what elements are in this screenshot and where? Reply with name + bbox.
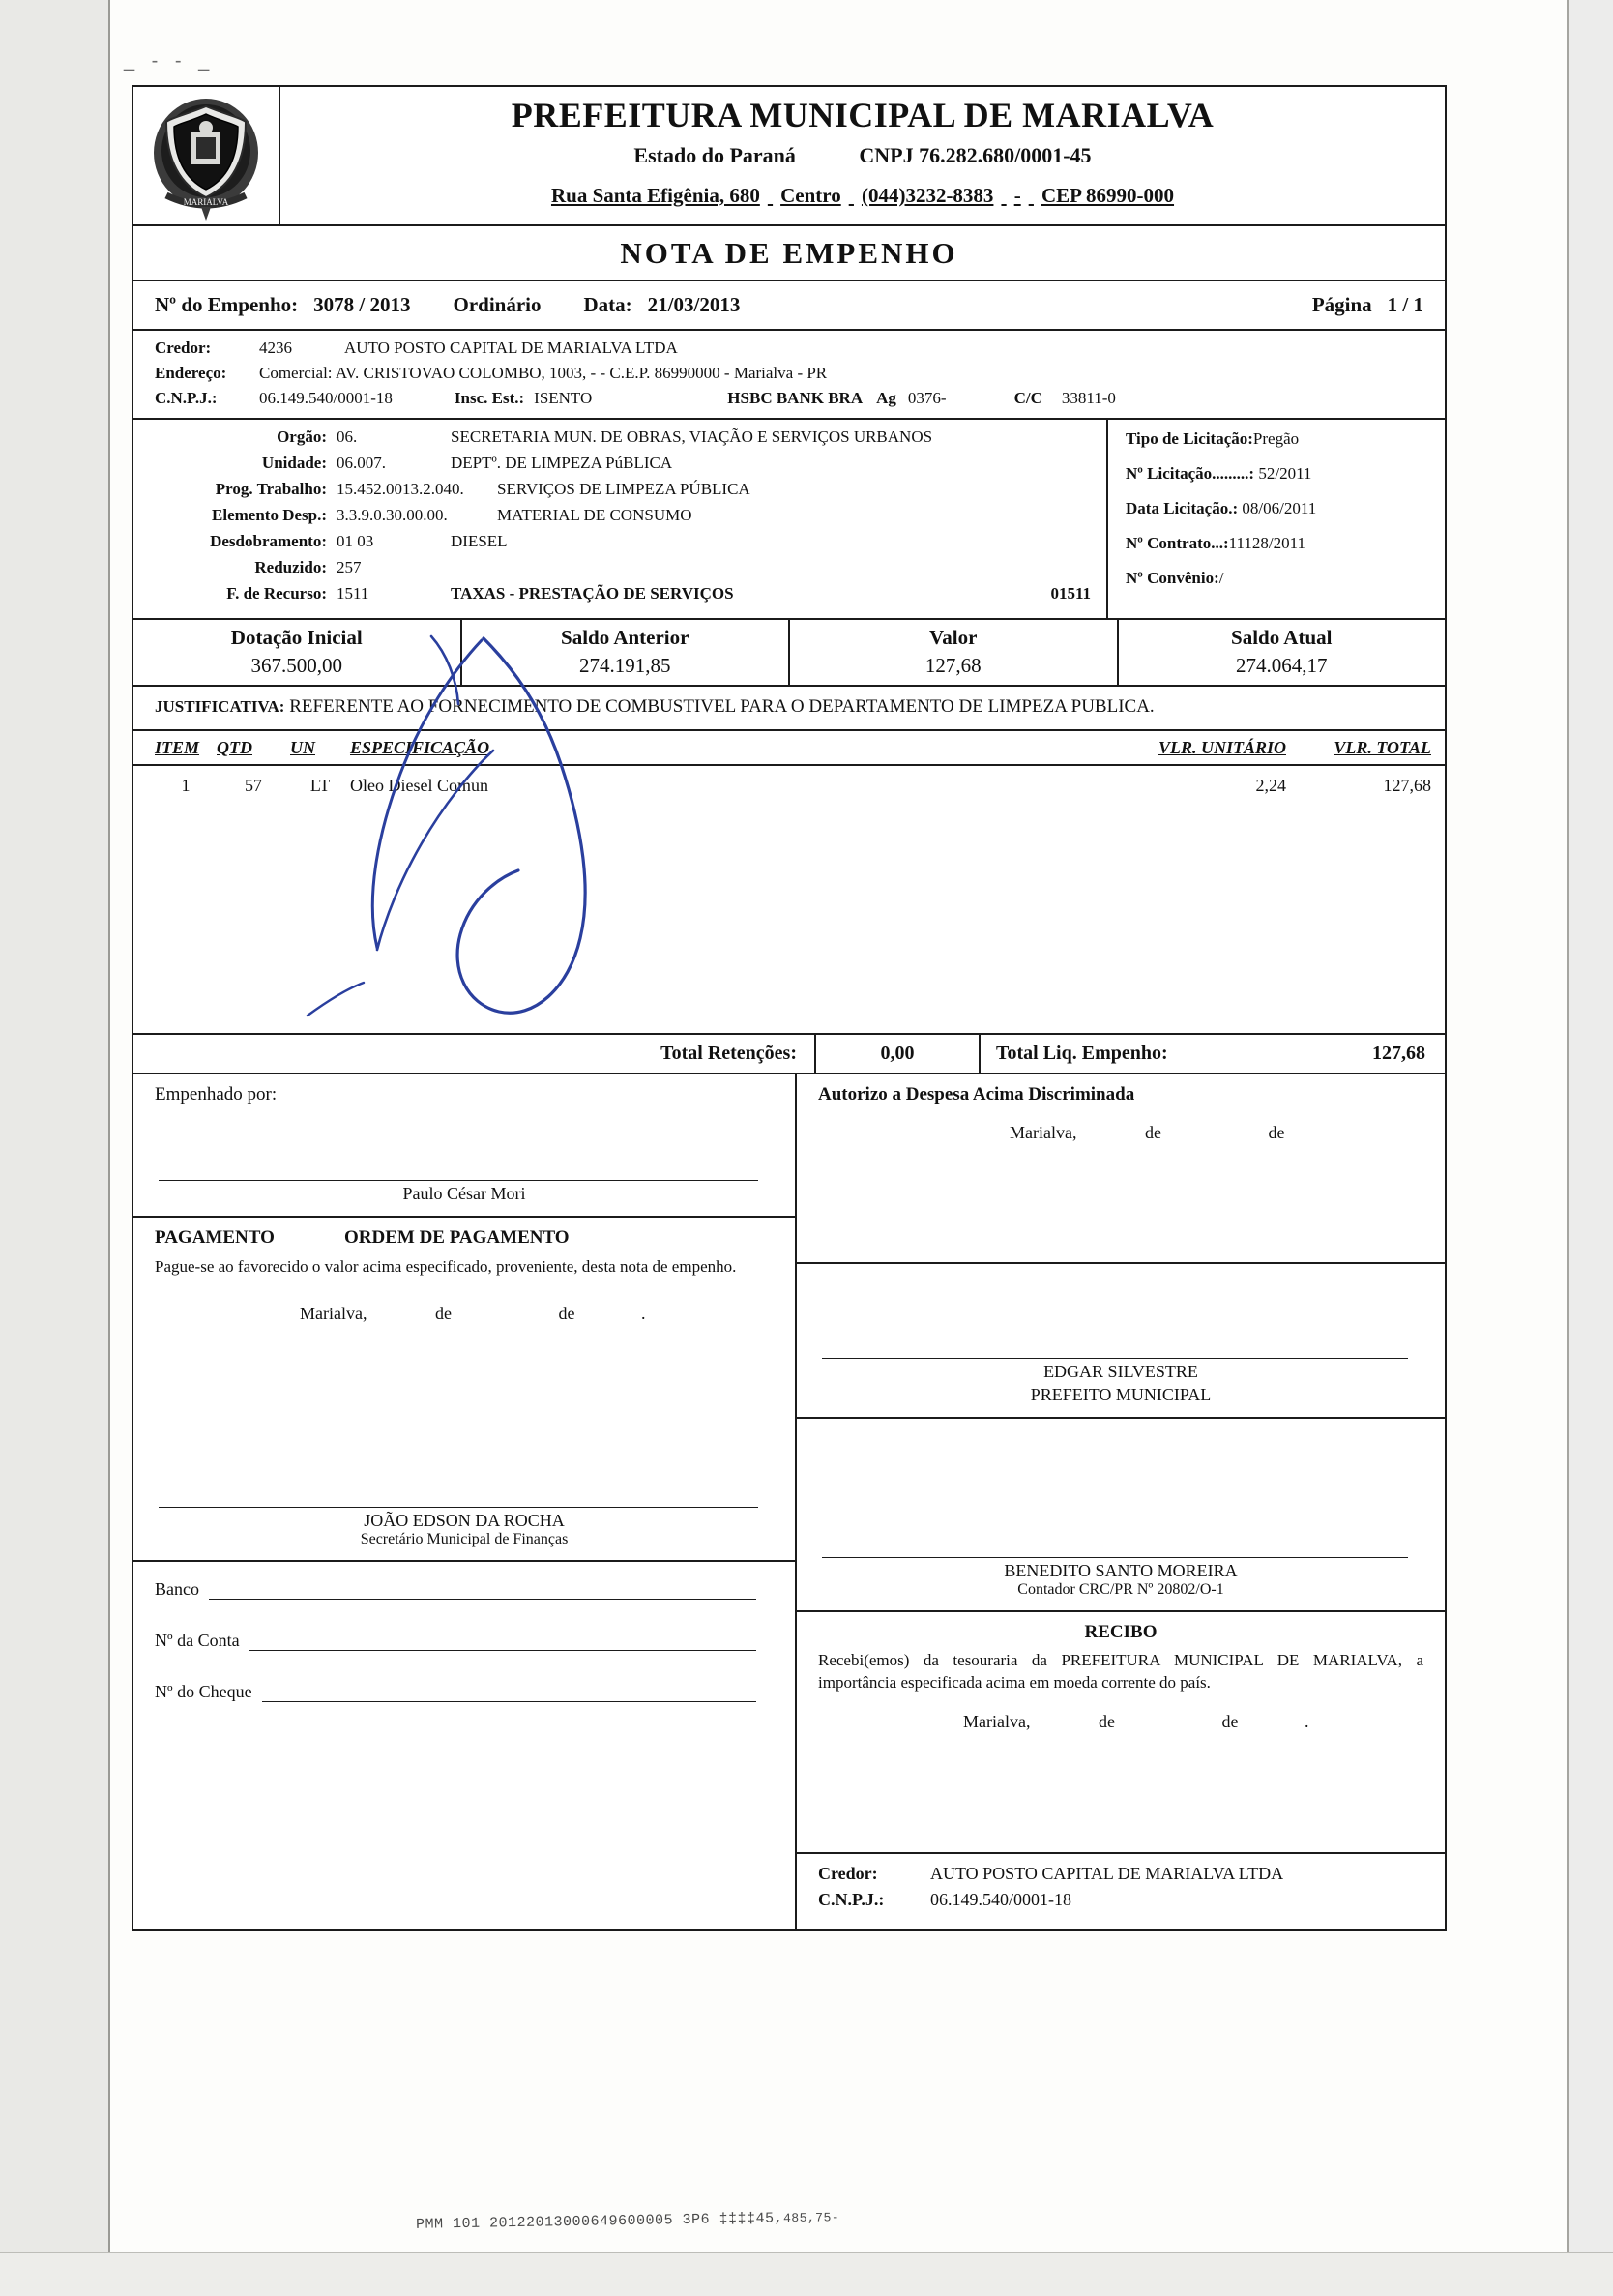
fonte-recurso-code: 1511 xyxy=(337,584,369,603)
col-item: ITEM xyxy=(155,737,200,757)
numero-licitacao-value: 52/2011 xyxy=(1258,464,1312,483)
right-column xyxy=(797,1074,1445,1929)
bank-name: HSBC BANK BRA xyxy=(727,389,864,407)
org-cnpj: CNPJ 76.282.680/0001-45 xyxy=(859,142,1092,167)
credor-footer-cnpj-label: C.N.P.J.: xyxy=(818,1889,885,1909)
fonte-recurso-number: 01511 xyxy=(1050,584,1091,603)
orgao-label: Orgão: xyxy=(277,427,327,446)
contrato-label: Nº Contrato...: xyxy=(1126,534,1229,552)
tipo-licitacao-value: Pregão xyxy=(1252,429,1300,448)
pagamento-signature-name: JOÃO EDSON DA ROCHA xyxy=(364,1510,565,1530)
autorizo-city: Marialva, xyxy=(1010,1122,1077,1142)
valor-value: 127,68 xyxy=(924,654,982,677)
credor-name: AUTO POSTO CAPITAL DE MARIALVA LTDA xyxy=(344,339,678,357)
credor-footer-block xyxy=(797,1854,1445,1929)
banco-input[interactable] xyxy=(209,1585,756,1600)
credor-footer-label: Credor: xyxy=(818,1863,878,1883)
pagamento-block xyxy=(133,1218,795,1562)
banco-label: Banco xyxy=(155,1578,199,1599)
numero-licitacao-label: Nº Licitação.........: xyxy=(1126,464,1255,483)
recibo-de-1: de xyxy=(1098,1712,1115,1732)
page-label: Página xyxy=(1311,293,1372,316)
conta-label: Nº da Conta xyxy=(155,1630,240,1650)
reduzido-code: 257 xyxy=(337,558,362,576)
data-licitacao-label: Data Licitação.: xyxy=(1126,499,1239,517)
col-valor-total: VLR. TOTAL xyxy=(1334,737,1431,757)
elemento-desp-row xyxy=(155,506,1091,525)
data-licitacao-row xyxy=(1126,499,1445,518)
agency-label: Ag xyxy=(876,389,896,407)
conta-field xyxy=(155,1631,774,1651)
prog-trabalho-code: 15.452.0013.2.040. xyxy=(337,480,464,498)
recibo-block xyxy=(797,1612,1445,1854)
autorizo-block xyxy=(797,1074,1445,1264)
orgao-row xyxy=(155,427,1091,447)
totals-row xyxy=(133,1035,1445,1074)
scan-edge-left xyxy=(0,0,110,2296)
pagamento-place-line xyxy=(155,1304,774,1324)
page-number: 1 / 1 xyxy=(1387,293,1423,316)
orgao-licitacao-section xyxy=(133,420,1445,620)
tipo-licitacao-row xyxy=(1126,429,1445,449)
org-subtitle xyxy=(290,143,1435,168)
pagamento-de-1: de xyxy=(434,1303,452,1323)
unidade-desc: DEPTº. DE LIMPEZA PúBLICA xyxy=(451,454,673,472)
saldo-atual-value: 274.064,17 xyxy=(1236,654,1328,677)
items-body xyxy=(133,766,1445,1035)
desdobramento-code: 01 03 xyxy=(337,532,374,550)
pagamento-de-2: de xyxy=(558,1303,575,1323)
cheque-label: Nº do Cheque xyxy=(155,1681,252,1701)
recibo-place-line xyxy=(818,1712,1423,1732)
nota-de-empenho-document xyxy=(132,85,1447,1931)
conta-input[interactable] xyxy=(249,1636,756,1651)
prefeito-block xyxy=(797,1264,1445,1419)
row-item: 1 xyxy=(181,775,191,795)
empenhado-signature-name: Paulo César Mori xyxy=(402,1183,526,1203)
prog-trabalho-label: Prog. Trabalho: xyxy=(215,480,327,498)
phone: (044)3232-8383 xyxy=(861,183,994,207)
pagamento-title: PAGAMENTO xyxy=(155,1226,275,1248)
credor-footer-cnpj-row xyxy=(818,1890,1423,1910)
col-especificacao: ESPECIFICAÇÃO xyxy=(350,737,490,757)
items-header-row xyxy=(133,731,1445,766)
scan-edge-right xyxy=(1567,0,1613,2296)
data-licitacao-value: 08/06/2011 xyxy=(1242,499,1317,517)
col-un: UN xyxy=(290,737,315,757)
elemento-desp-desc: MATERIAL DE CONSUMO xyxy=(497,506,692,524)
justificativa-text: REFERENTE AO FORNECIMENTO DE COMBUSTIVEL PARA O DEPARTAMENTO DE LIMPEZA PUBLICA. xyxy=(289,696,1155,717)
credor-code: 4236 xyxy=(259,339,292,357)
contrato-value: 11128/2011 xyxy=(1228,534,1305,552)
dotacao-inicial-cell xyxy=(133,620,462,685)
row-valor-total: 127,68 xyxy=(1383,775,1431,795)
valor-header: Valor xyxy=(929,626,978,649)
bank-fields-block xyxy=(133,1562,795,1725)
scan-edge-bottom xyxy=(0,2252,1613,2296)
row-qtd: 57 xyxy=(245,775,262,795)
credor-row xyxy=(155,339,1423,358)
elemento-desp-code: 3.3.9.0.30.00.00. xyxy=(337,506,448,524)
justificativa-block xyxy=(133,687,1445,731)
valor-cell xyxy=(790,620,1119,685)
left-column xyxy=(133,1074,797,1929)
credor-footer-name-row xyxy=(818,1864,1423,1884)
justificativa-label: JUSTIFICATIVA: xyxy=(155,697,285,716)
prog-trabalho-desc: SERVIÇOS DE LIMPEZA PÚBLICA xyxy=(497,480,750,498)
saldo-anterior-value: 274.191,85 xyxy=(579,654,671,677)
cheque-field xyxy=(155,1682,774,1702)
recibo-dot: . xyxy=(1304,1712,1309,1732)
total-retencoes-value: 0,00 xyxy=(816,1035,981,1073)
ordem-pagamento-title: ORDEM DE PAGAMENTO xyxy=(344,1226,570,1248)
orgao-block xyxy=(133,420,1108,618)
prog-trabalho-row xyxy=(155,480,1091,499)
credor-label: Credor: xyxy=(155,339,212,357)
contador-role: Contador CRC/PR Nº 20802/O-1 xyxy=(1017,1580,1224,1598)
endereco-row xyxy=(155,364,1423,383)
endereco-value: Comercial: AV. CRISTOVAO COLOMBO, 1003, - - C.E.P. 86990000 - Marialva - PR xyxy=(259,364,828,382)
credor-block xyxy=(133,331,1445,420)
autorizo-title: Autorizo a Despesa Acima Discriminada xyxy=(818,1083,1135,1104)
saldo-atual-header: Saldo Atual xyxy=(1231,626,1333,649)
prefeito-name: EDGAR SILVESTRE xyxy=(1043,1361,1198,1381)
desdobramento-desc: DIESEL xyxy=(451,532,508,550)
pagamento-signature-role: Secretário Municipal de Finanças xyxy=(360,1530,569,1547)
scan-stray-marks: _ - - _ xyxy=(124,50,216,72)
col-valor-unitario: VLR. UNITÁRIO xyxy=(1158,737,1286,757)
empenho-date-label: Data: xyxy=(583,293,632,316)
empenhado-por-block xyxy=(133,1074,795,1218)
recibo-de-2: de xyxy=(1221,1712,1239,1732)
row-especificacao: Oleo Diesel Comun xyxy=(350,775,488,795)
licitacao-block xyxy=(1108,420,1445,618)
convenio-row xyxy=(1126,569,1445,588)
recibo-text: Recebi(emos) da tesouraria da PREFEITURA MUNICIPAL DE MARIALVA, a importância especificada acima em moeda corrente do país. xyxy=(818,1650,1423,1693)
dotacao-inicial-header: Dotação Inicial xyxy=(230,626,363,649)
pagamento-header xyxy=(155,1227,774,1249)
document-header xyxy=(133,87,1445,226)
signatures-section xyxy=(133,1074,1445,1929)
elemento-desp-label: Elemento Desp.: xyxy=(212,506,327,524)
recibo-city: Marialva, xyxy=(963,1712,1031,1732)
desdobramento-label: Desdobramento: xyxy=(210,532,327,550)
recibo-title: RECIBO xyxy=(1084,1621,1158,1642)
table-row xyxy=(133,766,1445,796)
row-valor-unitario: 2,24 xyxy=(1255,775,1286,795)
saldo-anterior-header: Saldo Anterior xyxy=(561,626,689,649)
convenio-label: Nº Convênio: xyxy=(1126,569,1219,587)
agency-value: 0376- xyxy=(907,389,947,407)
total-liquido-value: 127,68 xyxy=(1372,1042,1425,1064)
orgao-desc: SECRETARIA MUN. DE OBRAS, VIAÇÃO E SERVIÇOS URBANOS xyxy=(451,427,933,446)
empenho-label: Nº do Empenho: xyxy=(155,293,299,316)
contador-name: BENEDITO SANTO MOREIRA xyxy=(1004,1560,1238,1580)
address: Rua Santa Efigênia, 680 xyxy=(550,183,760,207)
credor-footer-cnpj: 06.149.540/0001-18 xyxy=(930,1889,1071,1909)
cheque-input[interactable] xyxy=(262,1688,756,1702)
empenho-date: 21/03/2013 xyxy=(647,293,741,316)
dash-separator: - xyxy=(1013,183,1021,207)
saldo-anterior-cell xyxy=(462,620,791,685)
credor-footer-name: AUTO POSTO CAPITAL DE MARIALVA LTDA xyxy=(930,1863,1284,1883)
empenhado-por-label: Empenhado por: xyxy=(155,1083,278,1104)
orgao-code: 06. xyxy=(337,427,358,446)
account-label: C/C xyxy=(1013,389,1042,407)
scan-footer-code: PMM 101 20122013000649600005 3P6 ‡‡‡‡45,485,75- xyxy=(415,2210,840,2233)
cep: CEP 86990-000 xyxy=(1041,183,1175,207)
dotacao-table xyxy=(133,620,1445,687)
fonte-recurso-row xyxy=(155,584,1091,603)
account-value: 33811-0 xyxy=(1061,389,1116,407)
pagamento-text: Pague-se ao favorecido o valor acima especificado, proveniente, desta nota de empenho. xyxy=(155,1256,737,1276)
insc-est-label: Insc. Est.: xyxy=(454,389,525,407)
autorizo-place-line xyxy=(818,1123,1423,1143)
pagamento-dot: . xyxy=(640,1303,646,1323)
unidade-code: 06.007. xyxy=(337,454,386,472)
document-title: NOTA DE EMPENHO xyxy=(133,226,1445,281)
saldo-atual-cell xyxy=(1119,620,1446,685)
district: Centro xyxy=(780,183,841,207)
desdobramento-row xyxy=(155,532,1091,551)
svg-text:MARIALVA: MARIALVA xyxy=(183,197,229,207)
coat-of-arms-icon xyxy=(149,93,263,221)
total-retencoes-label: Total Retenções: xyxy=(133,1035,816,1073)
insc-est-value: ISENTO xyxy=(534,389,593,407)
total-liquido-label: Total Liq. Empenho: xyxy=(996,1042,1168,1064)
numero-licitacao-row xyxy=(1126,464,1445,484)
credor-cnpj-row xyxy=(155,389,1423,408)
reduzido-row xyxy=(155,558,1091,577)
dotacao-inicial-value: 367.500,00 xyxy=(250,654,342,677)
empenho-summary-row xyxy=(133,281,1445,331)
col-qtd: QTD xyxy=(217,737,252,757)
credor-cnpj-value: 06.149.540/0001-18 xyxy=(259,389,393,407)
reduzido-label: Reduzido: xyxy=(254,558,327,576)
scan-footer-tail: 485,75- xyxy=(782,2210,840,2226)
empenho-number: 3078 / 2013 xyxy=(313,293,411,316)
contrato-row xyxy=(1126,534,1445,553)
autorizo-de-2: de xyxy=(1268,1122,1285,1142)
row-un: LT xyxy=(309,775,331,795)
header-text xyxy=(280,87,1445,224)
state-label: Estado do Paraná xyxy=(633,142,796,167)
prefeito-role: PREFEITO MUNICIPAL xyxy=(1030,1384,1212,1404)
autorizo-de-1: de xyxy=(1144,1122,1161,1142)
fonte-recurso-desc: TAXAS - PRESTAÇÃO DE SERVIÇOS xyxy=(451,584,734,603)
banco-field xyxy=(155,1579,774,1600)
crest-cell xyxy=(133,87,280,224)
contador-block xyxy=(797,1419,1445,1612)
credor-cnpj-label: C.N.P.J.: xyxy=(155,389,218,407)
unidade-label: Unidade: xyxy=(261,454,327,472)
endereco-label: Endereço: xyxy=(155,364,227,382)
org-address-line xyxy=(290,184,1435,208)
fonte-recurso-label: F. de Recurso: xyxy=(226,584,327,603)
tipo-licitacao-label: Tipo de Licitação: xyxy=(1126,429,1253,448)
org-title: PREFEITURA MUNICIPAL DE MARIALVA xyxy=(511,96,1215,134)
convenio-value: / xyxy=(1218,569,1224,587)
empenho-type: Ordinário xyxy=(453,293,542,316)
unidade-row xyxy=(155,454,1091,473)
pagamento-city: Marialva, xyxy=(300,1303,367,1323)
